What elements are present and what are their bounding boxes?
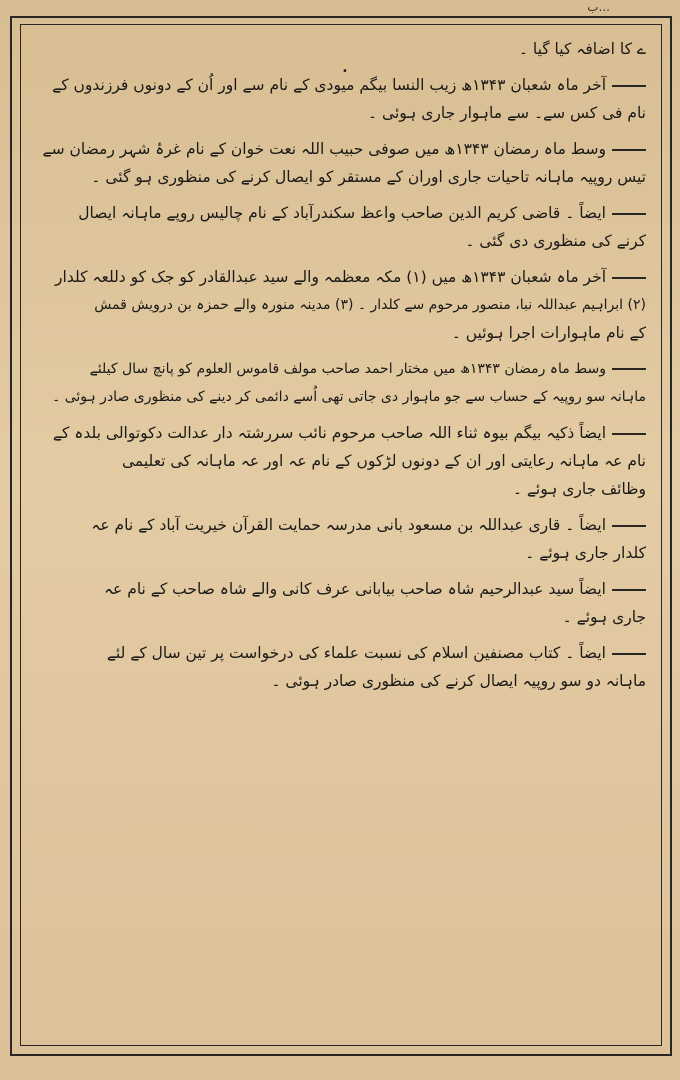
entry-line (36, 74, 646, 96)
entry-text: کے نام ماہوارات اجرا ہوئیں ۔ (451, 324, 646, 342)
entry-line (36, 606, 646, 628)
entry-line (36, 450, 646, 472)
dash-marker (612, 525, 646, 527)
entry-paragraph (36, 642, 646, 692)
entry-text: کرنے کی منظوری دی گئی ۔ (465, 232, 646, 250)
entry-line (36, 322, 646, 344)
entry-line (36, 294, 646, 316)
entry-paragraph (36, 38, 646, 60)
entry-line (36, 386, 646, 408)
entry-text: ایضاً ۔ کتاب مصنفین اسلام کی نسبت علماء کی درخواست پر تین سال کے لئے (106, 644, 606, 662)
entry-text: جاری ہوئے ۔ (562, 608, 646, 626)
center-dot: • (342, 66, 348, 77)
entry-line (36, 514, 646, 536)
dash-marker (612, 589, 646, 591)
dash-marker (612, 277, 646, 279)
dash-marker (612, 85, 646, 87)
entry-text: وسط ماہ رمضان ۱۳۴۳ھ میں صوفی حبیب اللہ نعت خوان کے نام غرۂ شہر رمضان سے (42, 140, 606, 158)
entry-text: کلدار جاری ہوئے ۔ (525, 544, 646, 562)
entry-text: ایضاً ۔ قاری عبداللہ بن مسعود بانی مدرسہ حمایت القرآن خیریت آباد کے نام عہ (91, 516, 606, 534)
entry-paragraph (36, 514, 646, 564)
entry-text: ایضاً سید عبدالرحیم شاہ صاحب بیابانی عرف کانی والے شاہ صاحب کے نام عہ (103, 580, 606, 598)
entry-text: تیس روپیہ ماہانہ تاحیات جاری اوران کے مستقر کو ایصال کرنے کی منظوری ہو گئی ۔ (91, 168, 646, 186)
dash-marker (612, 433, 646, 435)
dash-marker (612, 213, 646, 215)
entry-line (36, 670, 646, 692)
entry-line (36, 38, 646, 60)
entry-text: آخر ماہ شعبان ۱۳۴۳ھ میں (۱) مکہ معظمہ والے سید عبدالقادر کو جک کو دللعہ کلدار (55, 268, 606, 286)
entry-line (36, 166, 646, 188)
entry-line (36, 266, 646, 288)
entry-paragraph (36, 74, 646, 124)
entry-text: وظائف جاری ہوئے ۔ (512, 480, 646, 498)
entry-paragraph (36, 422, 646, 500)
entry-paragraph (36, 202, 646, 252)
entry-line (36, 358, 646, 380)
entry-line (36, 478, 646, 500)
entry-text: نام عہ ماہانہ رعایتی اور ان کے دونوں لڑکوں کے نام عہ اور عہ ماہانہ کی تعلیمی (122, 452, 646, 470)
dash-marker (612, 653, 646, 655)
entry-text: آخر ماہ شعبان ۱۳۴۳ھ زیب النسا بیگم میودی کے نام سے اور اُن کے دونوں فرزندوں کے (52, 76, 606, 94)
entry-line (36, 642, 646, 664)
entry-line (36, 230, 646, 252)
entry-text: ایضاً ۔ قاضی کریم الدین صاحب واعظ سکندرآباد کے نام چالیس روپے ماہانہ ایصال (78, 204, 606, 222)
entry-paragraph (36, 578, 646, 628)
entry-line (36, 542, 646, 564)
document-body (36, 38, 646, 706)
entry-text: (۲) ابراہیم عبداللہ نبا، منصور مرحوم سے کلدار ۔ (۳) مدینہ منورہ والے حمزہ بن درویش قمش (94, 297, 646, 313)
dash-marker (612, 368, 646, 370)
entry-text: نام فی کس سے۔ سے ماہوار جاری ہوئی ۔ (368, 104, 646, 122)
entry-line (36, 578, 646, 600)
entry-line (36, 102, 646, 124)
entry-paragraph (36, 266, 646, 344)
entry-text: ماہانہ سو روپیہ کے حساب سے جو ماہوار دی جاتی تھی اُسے دائمی کر دینے کی منظوری صادر ہوئی ۔ (52, 389, 646, 405)
entry-text: ماہانہ دو سو روپیہ ایصال کرنے کی منظوری صادر ہوئی ۔ (271, 672, 646, 690)
dash-marker (612, 149, 646, 151)
entry-paragraph (36, 358, 646, 408)
entry-text: ایضاً ذکیہ بیگم بیوہ ثناء اللہ صاحب مرحوم نائب سررشتہ دار عدالت دکوتوالی بلدہ کے (52, 424, 606, 442)
entry-line (36, 422, 646, 444)
entry-paragraph (36, 138, 646, 188)
header-fragment: ...ب (587, 0, 610, 14)
entry-line (36, 202, 646, 224)
entry-line (36, 138, 646, 160)
entry-text: وسط ماہ رمضان ۱۳۴۳ھ میں مختار احمد صاحب مولف قاموس العلوم کو پانچ سال کیلئے (89, 361, 606, 377)
entry-text: ے کا اضافہ کیا گیا ۔ (518, 40, 646, 58)
